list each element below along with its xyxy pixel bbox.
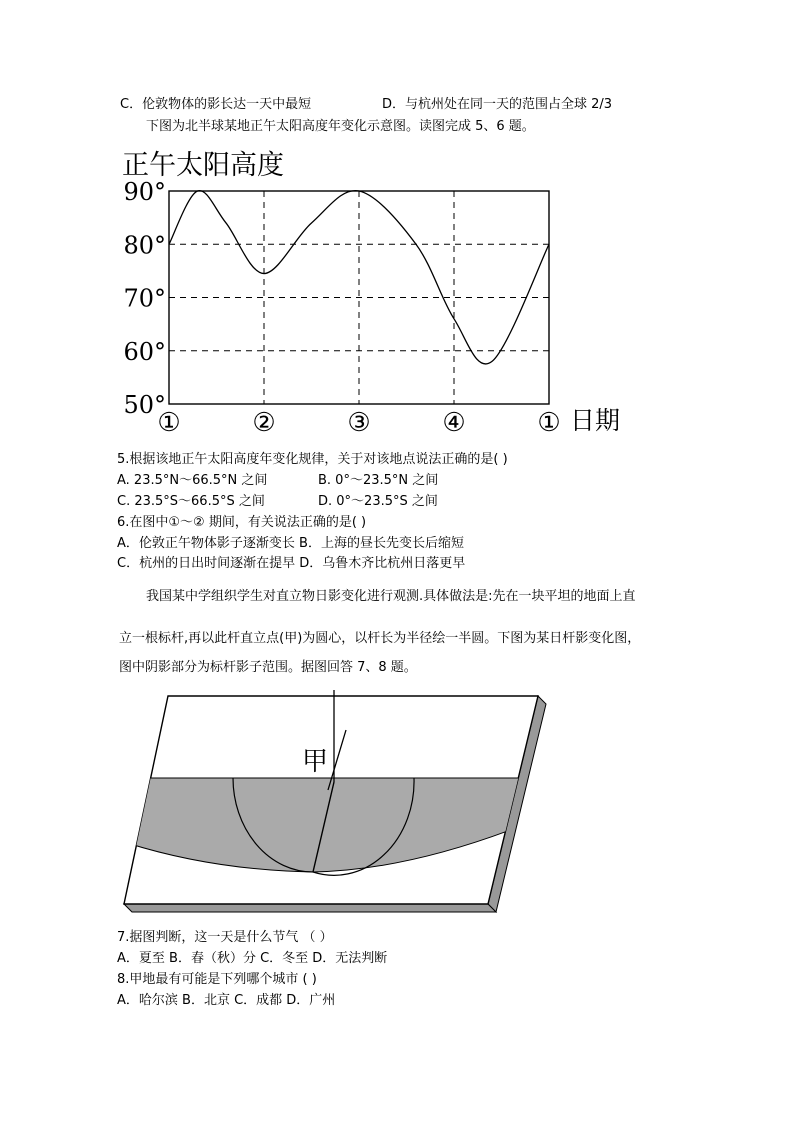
q5-option-c: C. 23.5°S～66.5°S 之间 bbox=[117, 494, 265, 509]
y-tick-labels bbox=[123, 178, 166, 419]
passage-line-3: 图中阴影部分为标杆影子范围。据图回答 7、8 题。 bbox=[119, 660, 417, 675]
y-tick-label: 60° bbox=[123, 337, 166, 366]
option-d: D．与杭州处在同一天的范围占全球 2/3 bbox=[382, 97, 613, 112]
chart-title: 正午太阳高度 bbox=[122, 150, 284, 181]
x-tick-label: ④ bbox=[442, 408, 466, 438]
point-jia-label: 甲 bbox=[302, 747, 329, 777]
y-tick-label: 70° bbox=[123, 284, 166, 313]
q8-options: A．哈尔滨 B．北京 C．成都 D．广州 bbox=[117, 993, 336, 1008]
q6-options-ab: A．伦敦正午物体影子逐渐变长 B．上海的昼长先变长后缩短 bbox=[117, 536, 464, 551]
y-tick-label: 90° bbox=[123, 178, 166, 206]
passage-line-2: 立一根标杆,再以此杆直立点(甲)为圆心，以杆长为半径绘一半圆。下图为某日杆影变化图， bbox=[119, 631, 641, 646]
y-tick-label: 80° bbox=[123, 231, 166, 260]
q5-option-d: D. 0°～23.5°S 之间 bbox=[318, 494, 438, 509]
x-tick-label: ② bbox=[252, 408, 276, 438]
shadow-diagram bbox=[118, 690, 548, 922]
q5-stem: 5.根据该地正午太阳高度年变化规律，关于对该地点说法正确的是( ) bbox=[117, 452, 508, 467]
x-tick-label: ① bbox=[537, 408, 561, 438]
board-front bbox=[124, 904, 496, 912]
q5-option-b: B. 0°～23.5°N 之间 bbox=[318, 473, 439, 488]
x-axis-label: 日期 bbox=[570, 406, 621, 435]
option-c: C．伦敦物体的影长达一天中最短 bbox=[120, 97, 312, 112]
x-tick-labels bbox=[157, 408, 560, 438]
q7-options: A．夏至 B．春（秋）分 C．冬至 D．无法判断 bbox=[117, 951, 388, 966]
x-tick-label: ③ bbox=[347, 408, 371, 438]
y-tick-label: 50° bbox=[123, 391, 166, 419]
x-tick-label: ① bbox=[157, 408, 181, 438]
q8-stem: 8.甲地最有可能是下列哪个城市 ( ) bbox=[117, 972, 317, 987]
intro-text-1: 下图为北半球某地正午太阳高度年变化示意图。读图完成 5、6 题。 bbox=[146, 119, 535, 134]
q5-option-a: A. 23.5°N～66.5°N 之间 bbox=[117, 473, 268, 488]
sun-altitude-chart bbox=[110, 140, 640, 440]
q6-stem: 6.在图中①～② 期间，有关说法正确的是( ) bbox=[117, 515, 367, 530]
q7-stem: 7.据图判断，这一天是什么节气 （ ） bbox=[117, 930, 333, 945]
q6-options-cd: C．杭州的日出时间逐渐在提早 D．乌鲁木齐比杭州日落更早 bbox=[117, 556, 466, 571]
passage-line-1: 我国某中学组织学生对直立物日影变化进行观测.具体做法是:先在一块平坦的地面上直 bbox=[146, 589, 636, 604]
